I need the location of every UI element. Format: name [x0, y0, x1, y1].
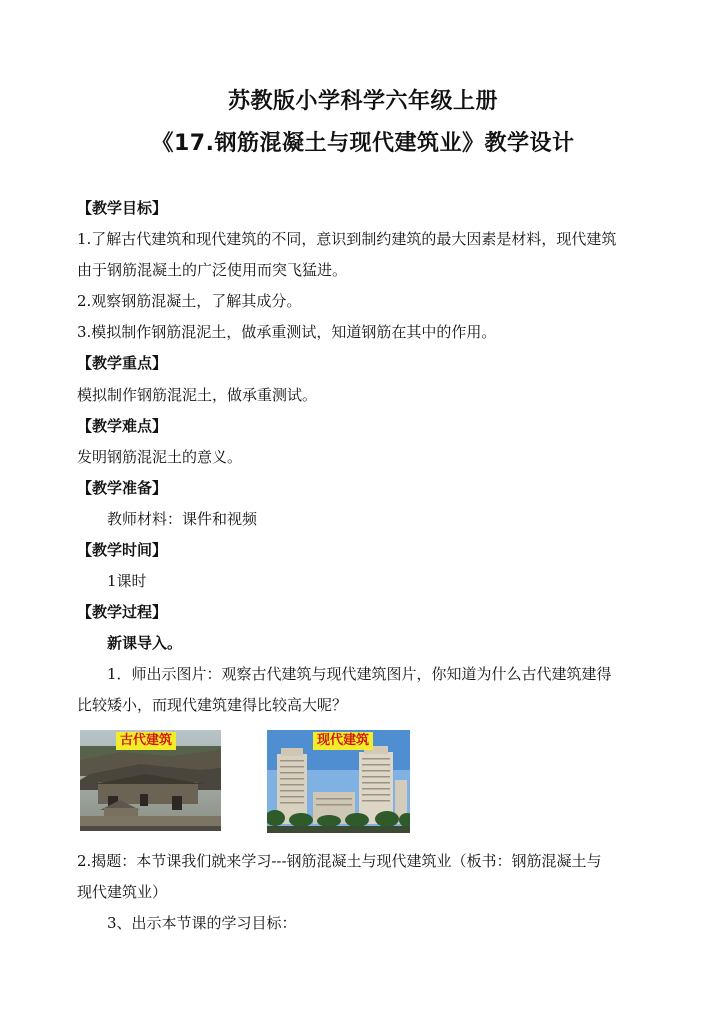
- key-heading: 【教学重点】: [77, 354, 168, 372]
- prep-heading: 【教学准备】: [77, 479, 168, 497]
- step-1-line-2: 比较矮小，而现代建筑建得比较高大呢？: [77, 696, 348, 714]
- document-title: 苏教版小学科学六年级上册: [227, 89, 498, 114]
- ancient-architecture-image: [80, 730, 221, 831]
- step-1-line-1: 1．师出示图片：观察古代建筑与现代建筑图片，你知道为什么古代建筑建得: [107, 665, 612, 683]
- intro-text: 新课导入。: [107, 634, 183, 652]
- time-text: 1课时: [107, 572, 147, 590]
- modern-caption: 现代建筑: [313, 732, 373, 750]
- goal-1-line-1: 1.了解古代建筑和现代建筑的不同，意识到制约建筑的最大因素是材料，现代建筑: [77, 230, 617, 248]
- document-subtitle: 《17.钢筋混凝土与现代建筑业》教学设计: [151, 131, 575, 156]
- step-2-line-1: 2.揭题：本节课我们就来学习---钢筋混凝土与现代建筑业（板书：钢筋混凝土与: [77, 852, 602, 870]
- modern-architecture-image: [267, 730, 410, 833]
- goal-2: 2.观察钢筋混凝土，了解其成分。: [77, 292, 302, 310]
- step-2-line-2: 现代建筑业）: [77, 883, 168, 901]
- time-heading: 【教学时间】: [77, 541, 168, 559]
- difficulty-text: 发明钢筋混泥土的意义。: [77, 448, 243, 466]
- goal-3: 3.模拟制作钢筋混泥土，做承重测试，知道钢筋在其中的作用。: [77, 323, 497, 341]
- difficulty-heading: 【教学难点】: [77, 417, 168, 435]
- ancient-caption: 古代建筑: [116, 732, 176, 750]
- goals-heading: 【教学目标】: [77, 199, 168, 217]
- process-heading: 【教学过程】: [77, 603, 168, 621]
- prep-text: 教师材料：课件和视频: [107, 510, 258, 528]
- key-text: 模拟制作钢筋混泥土，做承重测试。: [77, 386, 318, 404]
- step-3: 3、出示本节课的学习目标：: [107, 914, 297, 932]
- goal-1-line-2: 由于钢筋混凝土的广泛使用而突飞猛进。: [77, 261, 348, 279]
